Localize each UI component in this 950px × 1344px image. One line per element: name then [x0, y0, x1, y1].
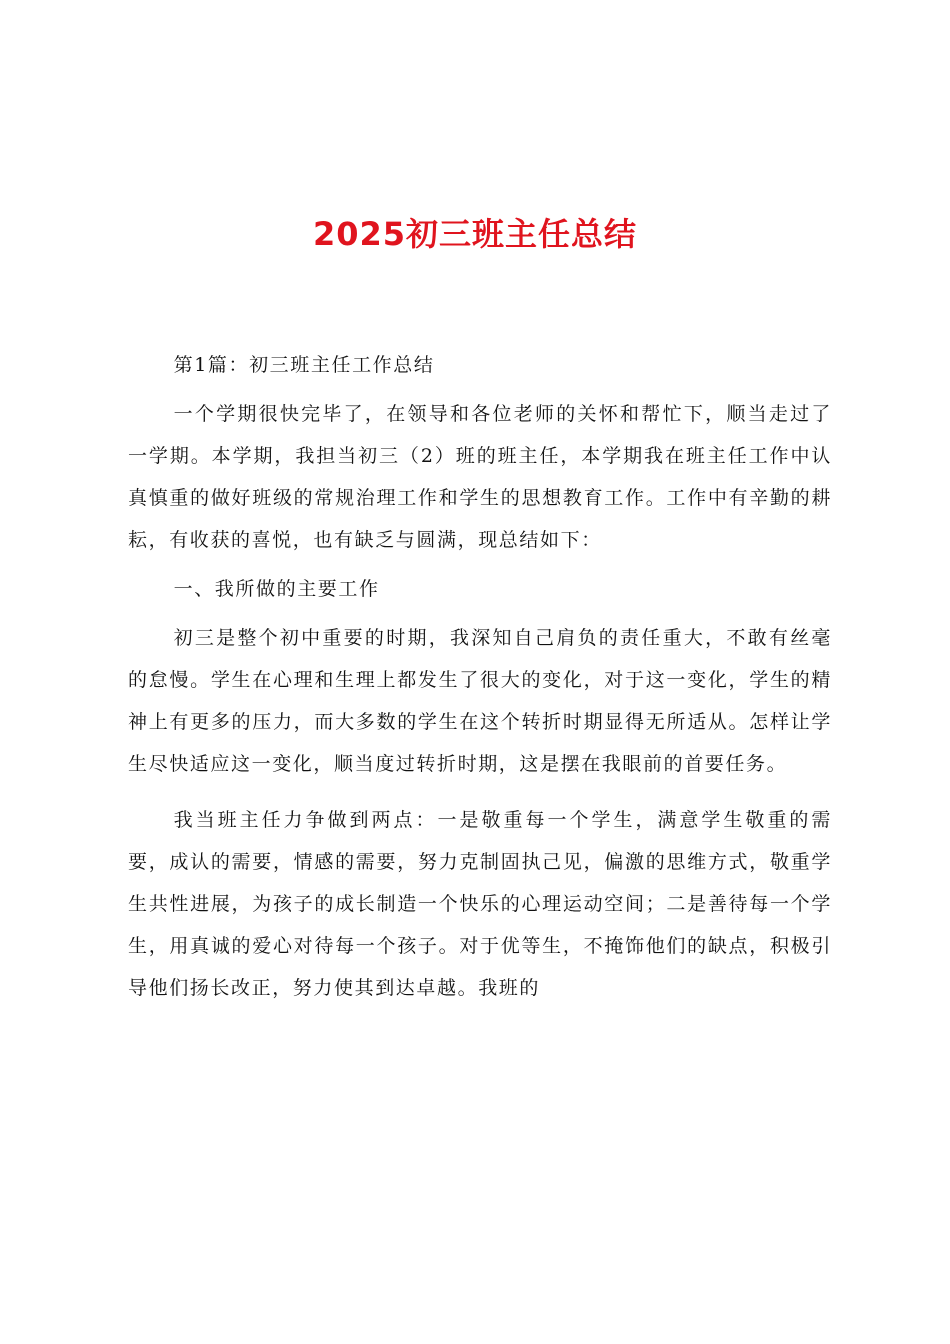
body-paragraph: 初三是整个初中重要的时期，我深知自己肩负的责任重大，不敢有丝毫的怠慢。学生在心理和生理上都发生了很大的变化，对于这一变化，学生的精神上有更多的压力，而大多数的学生在这个转折时期显得无所适从。怎样让学生尽快适应这一变化，顺当度过转折时期，这是摆在我眼前的首要任务。 — [128, 627, 832, 775]
document-title: 2025初三班主任总结 — [312, 215, 638, 253]
section-heading: 第1篇：初三班主任工作总结 — [173, 354, 435, 376]
section-heading: 一、我所做的主要工作 — [173, 578, 380, 600]
document-body — [128, 344, 832, 1016]
body-paragraph: 我当班主任力争做到两点：一是敬重每一个学生，满意学生敬重的需要，成认的需要，情感的需要，努力克制固执己见，偏激的思维方式，敬重学生共性进展，为孩子的成长制造一个快乐的心理运动空间；二是善待每一个学生，用真诚的爱心对待每一个孩子。对于优等生，不掩饰他们的缺点，积极引导他们扬长改正，努力使其到达卓越。我班的 — [128, 809, 832, 999]
body-paragraph: 一个学期很快完毕了，在领导和各位老师的关怀和帮忙下，顺当走过了一学期。本学期，我担当初三（2）班的班主任，本学期我在班主任工作中认真慎重的做好班级的常规治理工作和学生的思想教育工作。工作中有辛勤的耕耘，有收获的喜悦，也有缺乏与圆满，现总结如下： — [128, 403, 832, 551]
